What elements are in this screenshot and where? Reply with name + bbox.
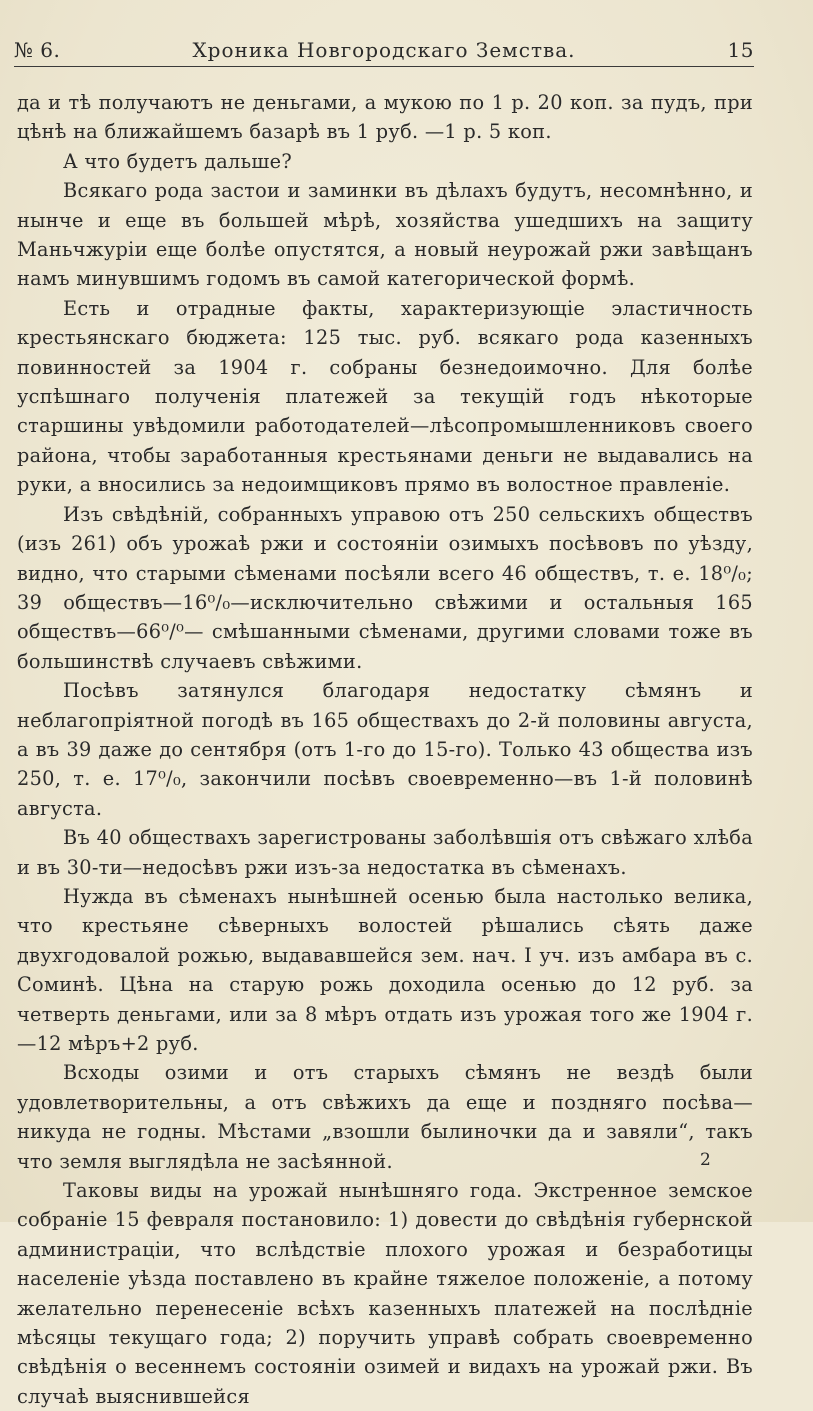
paragraph: Посѣвъ затянулся благодаря недостатку сѣмянъ и неблагопріятной погодѣ въ 165 обществахъ до 2-й половины августа, а въ 39 даже до сентября (отъ 1-го до 15-го). Только 43 общества изъ 250, т. е. 17⁰/₀, закончили посѣвъ своевременно—въ 1-й половинѣ августа. [17, 679, 753, 820]
paragraph: Нужда въ сѣменахъ нынѣшней осенью была настолько велика, что крестьяне сѣверныхъ волостей рѣшались сѣять даже двухгодовалой рожью, выдававшейся зем. нач. I уч. изъ амбара въ с. Соминѣ. Цѣна на старую рожь доходила осенью до 12 руб. за четверть деньгами, или за 8 мѣръ отдать изъ урожая того же 1904 г.—12 мѣръ+2 руб. [17, 884, 753, 1055]
paragraph: Изъ свѣдѣній, собранныхъ управою отъ 250 сельскихъ обществъ (изъ 261) объ урожаѣ ржи и состояніи озимыхъ посѣвовъ по уѣзду, видно, что старыми сѣменами посѣяли всего 46 обществъ, т. е. 18⁰/₀; 39 обществъ—16⁰/₀—исключительно свѣжими и остальныя 165 обществъ—66⁰/⁰— смѣшанными сѣменами, другими словами тоже въ большинствѣ случаевъ свѣжими. [17, 502, 753, 673]
paragraph: Таковы виды на урожай нынѣшняго года. Экстренное земское собраніе 15 февраля постановило: 1) довести до свѣдѣнія губернской администраціи, что вслѣдствіе плохого урожая и безработицы населеніе уѣзда поставлено въ крайне тяжелое положеніе, а потому желательно перенесеніе всѣхъ казенныхъ платежей на послѣдніе мѣсяцы текущаго года; 2) поручить управѣ собрать своевременно свѣдѣнія о весеннемъ состояніи озимей и видахъ на урожай ржи. Въ случаѣ выяснившейся [17, 1179, 753, 1408]
running-header [14, 38, 754, 68]
paragraph: А что будетъ дальше? [63, 149, 292, 173]
issue-number: № 6. [14, 38, 61, 62]
paragraph: да и тѣ получаютъ не деньгами, а мукою по 1 р. 20 коп. за пудъ, при цѣнѣ на ближайшемъ базарѣ въ 1 руб. —1 р. 5 коп. [17, 91, 753, 144]
paragraph: Всходы озими и отъ старыхъ сѣмянъ не вездѣ были удовлетворительны, а отъ свѣжихъ да еще и поздняго посѣва—никуда не годны. Мѣстами „взошли былиночки да и завяли“, такъ что земля выглядѣла не засѣянной. [17, 1061, 753, 1173]
article-body [17, 88, 753, 1411]
paragraph: Въ 40 обществахъ зарегистрованы заболѣвшія отъ свѣжаго хлѣба и въ 30-ти—недосѣвъ ржи изъ-за недостатка въ сѣменахъ. [17, 826, 753, 879]
paragraph: Всякаго рода застои и заминки въ дѣлахъ будутъ, несомнѣнно, и нынче и еще въ большей мѣрѣ, хозяйства ушедшихъ на защиту Маньчжуріи еще болѣе опустятся, а новый неурожай ржи завѣщанъ намъ минувшимъ годомъ въ самой категорической формѣ. [17, 179, 753, 291]
paragraph: Есть и отрадные факты, характеризующіе эластичность крестьянскаго бюджета: 125 тыс. руб. всякаго рода казенныхъ повинностей за 1904 г. собраны безнедоимочно. Для болѣе успѣшнаго полученія платежей за текущій годъ нѣкоторые старшины увѣдомили работодателей—лѣсопромышленниковъ своего района, чтобы заработанныя крестьянами деньги не выдавались на руки, а вносились за недоимщиковъ прямо въ волостное правленіе. [17, 296, 753, 497]
header-title: Хроника Новгородскаго Земства. [192, 38, 576, 62]
header-rule [14, 66, 754, 67]
page-number: 15 [727, 38, 754, 62]
signature-mark: 2 [700, 1150, 711, 1170]
